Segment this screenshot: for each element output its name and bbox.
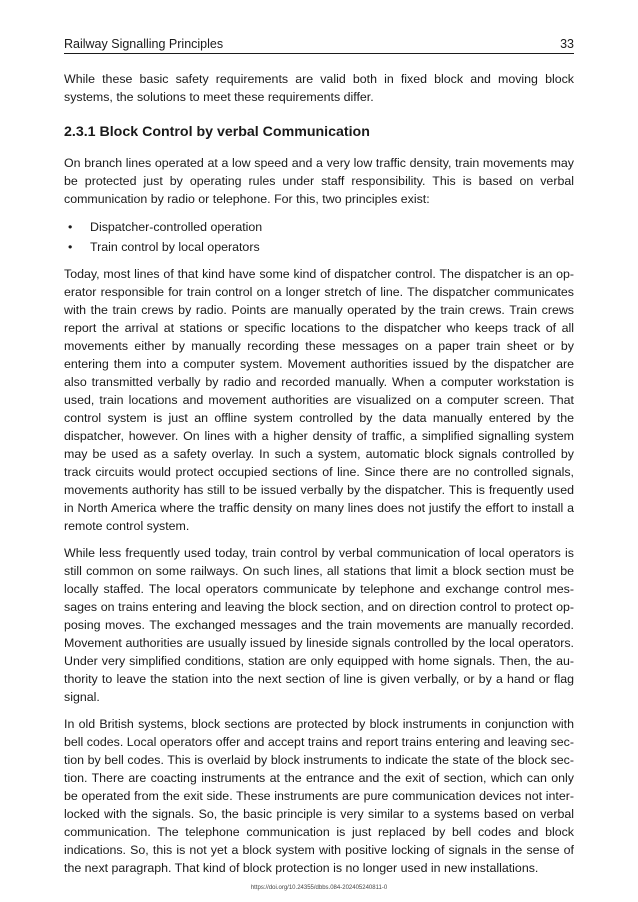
list-item <box>68 237 574 257</box>
section-heading: 2.3.1 Block Control by verbal Communication <box>64 124 370 140</box>
running-header <box>64 37 574 54</box>
page-number: 33 <box>560 37 574 51</box>
list-item-text: Dispatcher-controlled operation <box>90 220 263 234</box>
list-item-text: Train control by local operators <box>90 240 260 254</box>
intro-paragraph: While these basic safety requirements are valid both in fixed block and moving block systems, the solutions to meet these requirements differ. <box>64 72 574 104</box>
header-title: Railway Signalling Principles <box>64 37 224 51</box>
list-item <box>68 217 574 237</box>
bullet-icon: • <box>68 240 73 254</box>
paragraph-3: While less frequently used today, train control by verbal communication of local operators is still common on some railways. On such lines, all stations that limit a block section must be locally staffed. The local operators communicate by telephone and exchange control messages on trains entering and leaving the block section, and on direction control to protect opposing moves. The exchanged messages and the train movements are manually recorded. Movement authorities are usually issued by lineside signals controlled by the local operators. Under very simplified conditions, station are only equipped with home signals. Then, the authority to leave the station into the next section of line is given verbally, or by a hand or flag signal. <box>64 546 574 704</box>
paragraph-1: On branch lines operated at a low speed and a very low traffic density, train movements may be protected just by operating rules under staff responsibility. This is based on verbal communication by radio or telephone. For this, two principles exist: <box>64 156 574 206</box>
principles-list <box>64 217 574 257</box>
paragraph-4: In old British systems, block sections are protected by block instruments in conjunction with bell codes. Local operators offer and accept trains and report trains entering and leaving section by bell codes. This is overlaid by block instruments to indicate the state of the block section. There are coacting instruments at the entrance and the exit of section, which can only be operated from the exit side. These instruments are pure communication devices not interlocked with the signals. So, the basic principle is very similar to a systems based on verbal communication. The telephone communication is just replaced by bell codes and block indications. So, this is not yet a block system with positive locking of signals in the sense of the next paragraph. That kind of block protection is no longer used in new installations. <box>64 717 574 875</box>
doi-footer[interactable]: https://doi.org/10.24355/dbbs.084-202405240811-0 <box>250 885 388 891</box>
bullet-icon: • <box>68 220 73 234</box>
paragraph-2: Today, most lines of that kind have some kind of dispatcher control. The dispatcher is an operator responsible for train control on a longer stretch of line. The dispatcher communicates with the train crews by radio. Points are manually operated by the train crews. Train crews report the arrival at stations or specific locations to the dispatcher who keeps track of all movements either by manually recording these messages on a paper train sheet or by entering them into a computer system. Movement authorities issued by the dispatcher are also transmitted verbally by radio and recorded manually. When a computer workstation is used, train locations and movement authorities are visualized on a computer screen. That control system is just an offline system controlled by the data manually entered by the dispatcher, however. On lines with a higher density of traffic, a simplified signalling system may be used as a safety overlay. In such a system, automatic block signals controlled by track circuits would protect occupied sections of line. Since there are no controlled signals, movements authority has still to be issued verbally by the dispatcher. This is frequently used in North America where the traffic density on many lines does not justify the effort to install a remote control system. <box>64 267 574 533</box>
body-content <box>64 70 574 886</box>
